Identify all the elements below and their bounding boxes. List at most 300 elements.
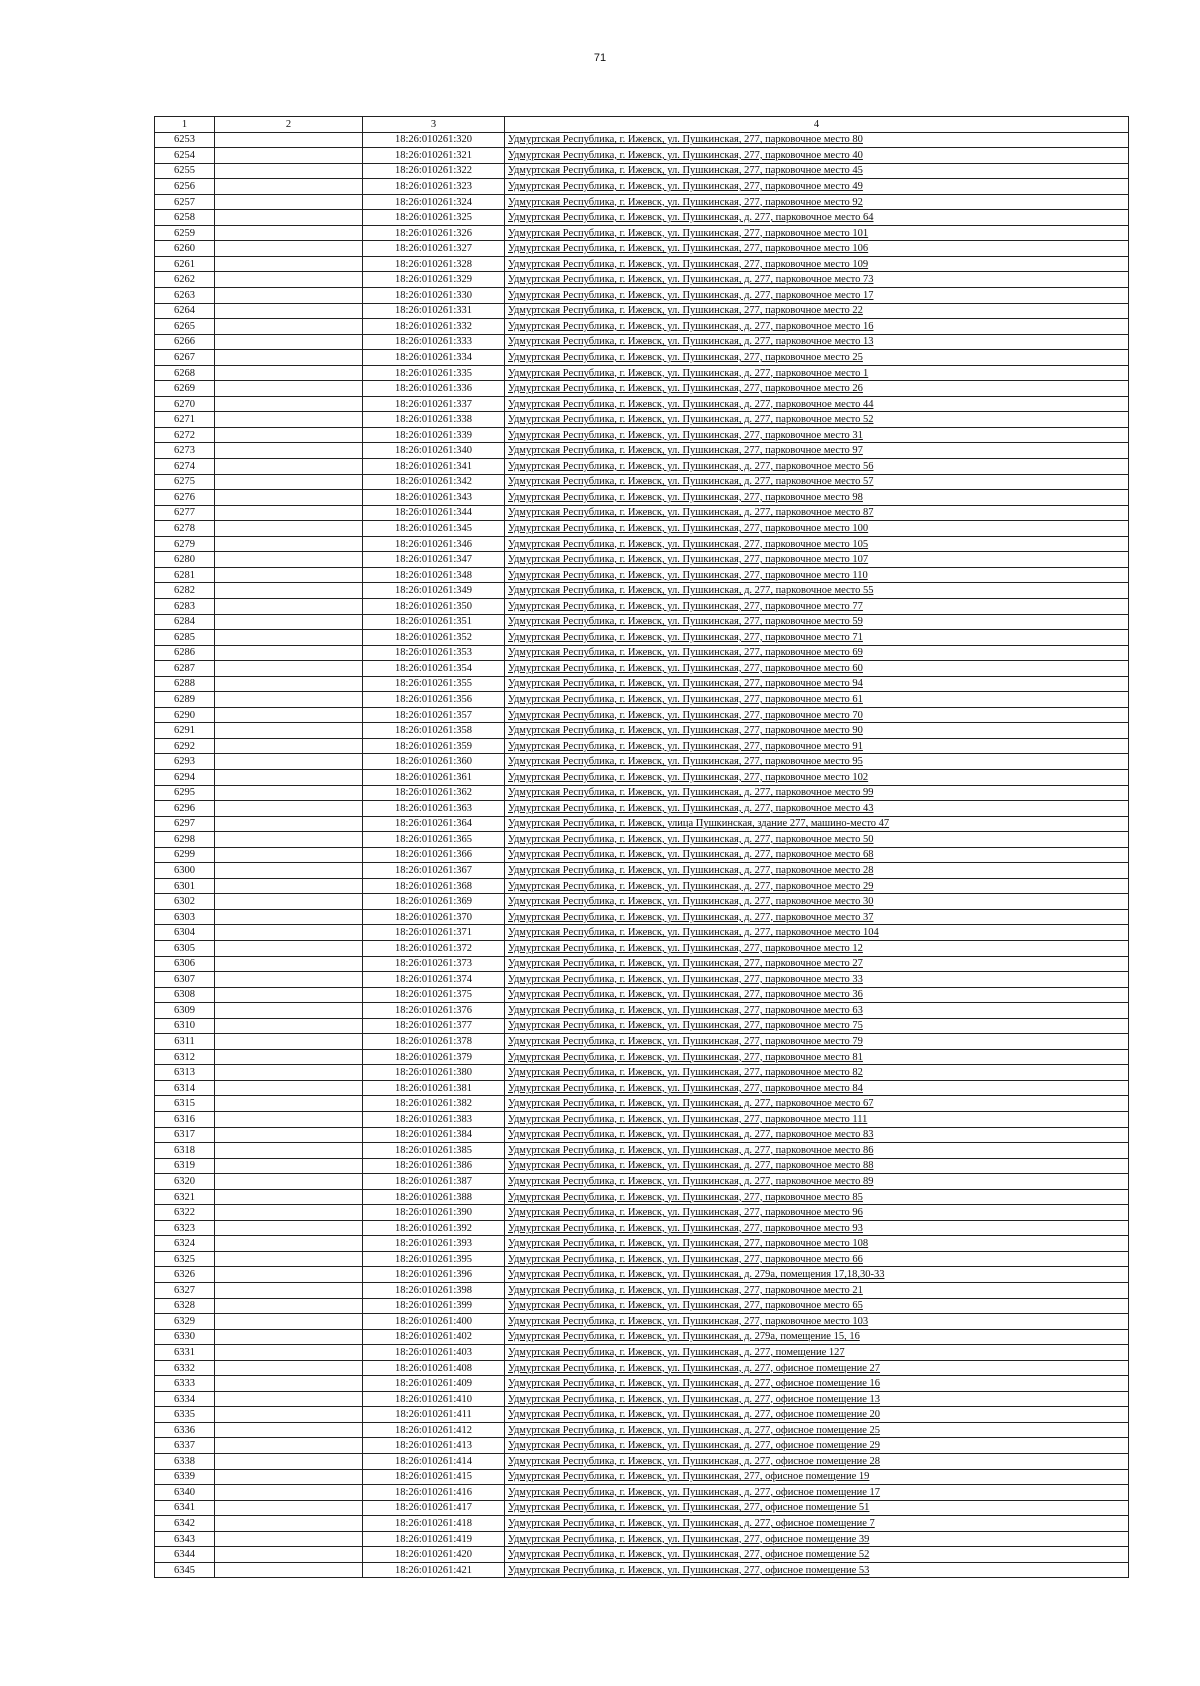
table-row: [155, 1562, 1129, 1578]
table-row: [155, 1345, 1129, 1361]
table-row: [155, 956, 1129, 972]
table-row: [155, 1391, 1129, 1407]
row-number-cell: 6338: [155, 1454, 215, 1470]
column-2-cell: [215, 256, 363, 272]
row-number-cell: 6339: [155, 1469, 215, 1485]
column-2-cell: [215, 194, 363, 210]
column-2-cell: [215, 334, 363, 350]
table-row: [155, 1205, 1129, 1221]
page-number: 71: [593, 52, 607, 64]
cadastral-number-cell: 18:26:010261:339: [363, 427, 505, 443]
column-2-cell: [215, 1003, 363, 1019]
address-cell: Удмуртская Республика, г. Ижевск, ул. Пушкинская, д. 277, парковочное место 43: [505, 801, 1129, 817]
cadastral-number-cell: 18:26:010261:328: [363, 256, 505, 272]
address-cell: Удмуртская Республика, г. Ижевск, ул. Пушкинская, 277, парковочное место 40: [505, 148, 1129, 164]
row-number-cell: 6309: [155, 1003, 215, 1019]
cadastral-number-cell: 18:26:010261:418: [363, 1516, 505, 1532]
cadastral-number-cell: 18:26:010261:420: [363, 1547, 505, 1563]
cadastral-number-cell: 18:26:010261:323: [363, 179, 505, 195]
cadastral-number-cell: 18:26:010261:326: [363, 225, 505, 241]
address-cell: Удмуртская Республика, г. Ижевск, ул. Пушкинская, 277, офисное помещение 51: [505, 1500, 1129, 1516]
column-2-cell: [215, 598, 363, 614]
row-number-cell: 6307: [155, 972, 215, 988]
cadastral-number-cell: 18:26:010261:414: [363, 1454, 505, 1470]
column-2-cell: [215, 1251, 363, 1267]
address-cell: Удмуртская Республика, г. Ижевск, ул. Пушкинская, 277, офисное помещение 39: [505, 1531, 1129, 1547]
row-number-cell: 6286: [155, 645, 215, 661]
row-number-cell: 6296: [155, 801, 215, 817]
row-number-cell: 6302: [155, 894, 215, 910]
column-2-cell: [215, 1469, 363, 1485]
table-row: [155, 1189, 1129, 1205]
column-2-cell: [215, 1158, 363, 1174]
column-2-cell: [215, 1174, 363, 1190]
row-number-cell: 6306: [155, 956, 215, 972]
column-2-cell: [215, 816, 363, 832]
column-2-cell: [215, 754, 363, 770]
column-2-cell: [215, 505, 363, 521]
table-row: [155, 1003, 1129, 1019]
row-number-cell: 6285: [155, 630, 215, 646]
address-cell: Удмуртская Республика, г. Ижевск, ул. Пушкинская, д. 277, парковочное место 104: [505, 925, 1129, 941]
table-row: [155, 661, 1129, 677]
table-row: [155, 598, 1129, 614]
table-row: [155, 1500, 1129, 1516]
table-row: [155, 256, 1129, 272]
column-2-cell: [215, 1236, 363, 1252]
column-2-cell: [215, 1065, 363, 1081]
address-cell: Удмуртская Республика, г. Ижевск, ул. Пушкинская, д. 277, офисное помещение 7: [505, 1516, 1129, 1532]
cadastral-number-cell: 18:26:010261:380: [363, 1065, 505, 1081]
column-2-cell: [215, 1143, 363, 1159]
column-2-cell: [215, 1314, 363, 1330]
row-number-cell: 6256: [155, 179, 215, 195]
row-number-cell: 6308: [155, 987, 215, 1003]
cadastral-number-cell: 18:26:010261:336: [363, 381, 505, 397]
table-row: [155, 1267, 1129, 1283]
table-row: [155, 816, 1129, 832]
cadastral-number-cell: 18:26:010261:331: [363, 303, 505, 319]
table-row: [155, 194, 1129, 210]
row-number-cell: 6300: [155, 863, 215, 879]
row-number-cell: 6312: [155, 1049, 215, 1065]
address-cell: Удмуртская Республика, г. Ижевск, ул. Пушкинская, д. 277, офисное помещение 28: [505, 1454, 1129, 1470]
cadastral-number-cell: 18:26:010261:373: [363, 956, 505, 972]
table-row: [155, 459, 1129, 475]
address-cell: Удмуртская Республика, г. Ижевск, ул. Пушкинская, 277, парковочное место 91: [505, 738, 1129, 754]
cadastral-number-cell: 18:26:010261:350: [363, 598, 505, 614]
address-cell: Удмуртская Республика, г. Ижевск, ул. Пушкинская, 277, парковочное место 22: [505, 303, 1129, 319]
cadastral-number-cell: 18:26:010261:377: [363, 1018, 505, 1034]
column-2-cell: [215, 1112, 363, 1128]
cadastral-number-cell: 18:26:010261:337: [363, 396, 505, 412]
cadastral-number-cell: 18:26:010261:351: [363, 614, 505, 630]
row-number-cell: 6311: [155, 1034, 215, 1050]
row-number-cell: 6262: [155, 272, 215, 288]
table-row: [155, 1531, 1129, 1547]
table-row: [155, 396, 1129, 412]
address-cell: Удмуртская Республика, г. Ижевск, ул. Пушкинская, 277, офисное помещение 19: [505, 1469, 1129, 1485]
cadastral-number-cell: 18:26:010261:358: [363, 723, 505, 739]
row-number-cell: 6281: [155, 567, 215, 583]
cadastral-number-cell: 18:26:010261:324: [363, 194, 505, 210]
table-row: [155, 474, 1129, 490]
table-row: [155, 210, 1129, 226]
column-2-cell: [215, 1220, 363, 1236]
address-cell: Удмуртская Республика, г. Ижевск, ул. Пушкинская, д. 277, парковочное место 83: [505, 1127, 1129, 1143]
row-number-cell: 6265: [155, 319, 215, 335]
cadastral-number-cell: 18:26:010261:374: [363, 972, 505, 988]
address-cell: Удмуртская Республика, г. Ижевск, ул. Пушкинская, д. 277, парковочное место 50: [505, 832, 1129, 848]
address-cell: Удмуртская Республика, г. Ижевск, ул. Пушкинская, 277, парковочное место 77: [505, 598, 1129, 614]
address-cell: Удмуртская Республика, г. Ижевск, ул. Пушкинская, 277, парковочное место 69: [505, 645, 1129, 661]
column-2-cell: [215, 1485, 363, 1501]
column-2-cell: [215, 241, 363, 257]
row-number-cell: 6269: [155, 381, 215, 397]
row-number-cell: 6324: [155, 1236, 215, 1252]
table-row: [155, 738, 1129, 754]
cadastral-number-cell: 18:26:010261:387: [363, 1174, 505, 1190]
row-number-cell: 6325: [155, 1251, 215, 1267]
row-number-cell: 6291: [155, 723, 215, 739]
cadastral-number-cell: 18:26:010261:415: [363, 1469, 505, 1485]
row-number-cell: 6276: [155, 490, 215, 506]
address-cell: Удмуртская Республика, г. Ижевск, ул. Пушкинская, д. 277, офисное помещение 25: [505, 1422, 1129, 1438]
column-2-cell: [215, 536, 363, 552]
table-row: [155, 1034, 1129, 1050]
row-number-cell: 6264: [155, 303, 215, 319]
column-2-cell: [215, 940, 363, 956]
address-cell: Удмуртская Республика, г. Ижевск, ул. Пушкинская, д. 277, парковочное место 68: [505, 847, 1129, 863]
address-cell: Удмуртская Республика, г. Ижевск, ул. Пушкинская, 277, парковочное место 25: [505, 350, 1129, 366]
address-cell: Удмуртская Республика, г. Ижевск, ул. Пушкинская, 277, парковочное место 33: [505, 972, 1129, 988]
column-2-cell: [215, 630, 363, 646]
column-2-cell: [215, 972, 363, 988]
column-2-cell: [215, 474, 363, 490]
row-number-cell: 6328: [155, 1298, 215, 1314]
cadastral-number-cell: 18:26:010261:378: [363, 1034, 505, 1050]
address-cell: Удмуртская Республика, г. Ижевск, ул. Пушкинская, 277, парковочное место 98: [505, 490, 1129, 506]
cadastral-number-cell: 18:26:010261:360: [363, 754, 505, 770]
column-2-cell: [215, 163, 363, 179]
row-number-cell: 6329: [155, 1314, 215, 1330]
column-2-cell: [215, 1422, 363, 1438]
table-row: [155, 536, 1129, 552]
cadastral-number-cell: 18:26:010261:390: [363, 1205, 505, 1221]
column-2-cell: [215, 396, 363, 412]
column-2-cell: [215, 878, 363, 894]
address-cell: Удмуртская Республика, г. Ижевск, ул. Пушкинская, д. 277, парковочное место 52: [505, 412, 1129, 428]
address-cell: Удмуртская Республика, г. Ижевск, ул. Пушкинская, д. 277, парковочное место 13: [505, 334, 1129, 350]
column-2-cell: [215, 847, 363, 863]
row-number-cell: 6310: [155, 1018, 215, 1034]
address-cell: Удмуртская Республика, г. Ижевск, ул. Пушкинская, 277, парковочное место 81: [505, 1049, 1129, 1065]
row-number-cell: 6343: [155, 1531, 215, 1547]
address-cell: Удмуртская Республика, г. Ижевск, ул. Пушкинская, д. 277, парковочное место 16: [505, 319, 1129, 335]
table-row: [155, 521, 1129, 537]
cadastral-number-cell: 18:26:010261:330: [363, 288, 505, 304]
column-2-cell: [215, 863, 363, 879]
cadastral-number-cell: 18:26:010261:372: [363, 940, 505, 956]
row-number-cell: 6345: [155, 1562, 215, 1578]
table-row: [155, 1049, 1129, 1065]
row-number-cell: 6284: [155, 614, 215, 630]
cadastral-number-cell: 18:26:010261:344: [363, 505, 505, 521]
table-row: [155, 723, 1129, 739]
address-cell: Удмуртская Республика, г. Ижевск, ул. Пушкинская, д. 277, парковочное место 17: [505, 288, 1129, 304]
address-cell: Удмуртская Республика, г. Ижевск, ул. Пушкинская, д. 277, парковочное место 73: [505, 272, 1129, 288]
table-row: [155, 1283, 1129, 1299]
address-cell: Удмуртская Республика, г. Ижевск, ул. Пушкинская, 277, парковочное место 103: [505, 1314, 1129, 1330]
table-row: [155, 490, 1129, 506]
table-row: [155, 163, 1129, 179]
row-number-cell: 6257: [155, 194, 215, 210]
table-row: [155, 1422, 1129, 1438]
column-2-cell: [215, 1329, 363, 1345]
table-row: [155, 1080, 1129, 1096]
table-row: [155, 412, 1129, 428]
column-2-cell: [215, 801, 363, 817]
address-cell: Удмуртская Республика, г. Ижевск, ул. Пушкинская, д. 277, офисное помещение 16: [505, 1376, 1129, 1392]
column-2-cell: [215, 319, 363, 335]
row-number-cell: 6280: [155, 552, 215, 568]
cadastral-number-cell: 18:26:010261:412: [363, 1422, 505, 1438]
column-2-cell: [215, 894, 363, 910]
column-2-cell: [215, 1407, 363, 1423]
address-cell: Удмуртская Республика, г. Ижевск, ул. Пушкинская, д. 277, парковочное место 86: [505, 1143, 1129, 1159]
cadastral-number-cell: 18:26:010261:342: [363, 474, 505, 490]
table-row: [155, 940, 1129, 956]
cadastral-number-cell: 18:26:010261:392: [363, 1220, 505, 1236]
cadastral-number-cell: 18:26:010261:352: [363, 630, 505, 646]
table-row: [155, 614, 1129, 630]
address-cell: Удмуртская Республика, г. Ижевск, ул. Пушкинская, д. 277, офисное помещение 27: [505, 1360, 1129, 1376]
table-header-row: [155, 117, 1129, 133]
table-row: [155, 1376, 1129, 1392]
column-2-cell: [215, 1080, 363, 1096]
cadastral-number-cell: 18:26:010261:321: [363, 148, 505, 164]
address-cell: Удмуртская Республика, г. Ижевск, ул. Пушкинская, 277, парковочное место 60: [505, 661, 1129, 677]
address-cell: Удмуртская Республика, г. Ижевск, ул. Пушкинская, д. 277, парковочное место 67: [505, 1096, 1129, 1112]
cadastral-number-cell: 18:26:010261:365: [363, 832, 505, 848]
address-cell: Удмуртская Республика, г. Ижевск, ул. Пушкинская, 277, парковочное место 66: [505, 1251, 1129, 1267]
cadastral-number-cell: 18:26:010261:410: [363, 1391, 505, 1407]
table-row: [155, 863, 1129, 879]
column-2-cell: [215, 785, 363, 801]
column-2-cell: [215, 1438, 363, 1454]
column-2-cell: [215, 1127, 363, 1143]
table-row: [155, 1158, 1129, 1174]
cadastral-number-cell: 18:26:010261:332: [363, 319, 505, 335]
row-number-cell: 6266: [155, 334, 215, 350]
row-number-cell: 6258: [155, 210, 215, 226]
cadastral-number-cell: 18:26:010261:371: [363, 925, 505, 941]
table-row: [155, 225, 1129, 241]
table-row: [155, 319, 1129, 335]
table-row: [155, 1065, 1129, 1081]
column-2-cell: [215, 179, 363, 195]
address-cell: Удмуртская Республика, г. Ижевск, ул. Пушкинская, 277, парковочное место 105: [505, 536, 1129, 552]
address-cell: Удмуртская Республика, г. Ижевск, ул. Пушкинская, д. 277, парковочное место 1: [505, 365, 1129, 381]
address-cell: Удмуртская Республика, г. Ижевск, улица Пушкинская, здание 277, машино-место 47: [505, 816, 1129, 832]
table-row: [155, 785, 1129, 801]
cadastral-number-cell: 18:26:010261:333: [363, 334, 505, 350]
row-number-cell: 6295: [155, 785, 215, 801]
column-2-cell: [215, 692, 363, 708]
cadastral-number-cell: 18:26:010261:413: [363, 1438, 505, 1454]
column-2-cell: [215, 1547, 363, 1563]
column-2-cell: [215, 210, 363, 226]
address-cell: Удмуртская Республика, г. Ижевск, ул. Пушкинская, 277, парковочное место 63: [505, 1003, 1129, 1019]
row-number-cell: 6317: [155, 1127, 215, 1143]
table-row: [155, 365, 1129, 381]
table-row: [155, 1516, 1129, 1532]
column-2-cell: [215, 583, 363, 599]
row-number-cell: 6255: [155, 163, 215, 179]
cadastral-number-cell: 18:26:010261:400: [363, 1314, 505, 1330]
column-2-cell: [215, 1096, 363, 1112]
cadastral-number-cell: 18:26:010261:409: [363, 1376, 505, 1392]
address-cell: Удмуртская Республика, г. Ижевск, ул. Пушкинская, 277, парковочное место 110: [505, 567, 1129, 583]
row-number-cell: 6316: [155, 1112, 215, 1128]
address-cell: Удмуртская Республика, г. Ижевск, ул. Пушкинская, д. 277, офисное помещение 17: [505, 1485, 1129, 1501]
row-number-cell: 6289: [155, 692, 215, 708]
column-2-cell: [215, 567, 363, 583]
row-number-cell: 6275: [155, 474, 215, 490]
column-2-cell: [215, 956, 363, 972]
table-row: [155, 552, 1129, 568]
address-cell: Удмуртская Республика, г. Ижевск, ул. Пушкинская, 277, парковочное место 111: [505, 1112, 1129, 1128]
column-2-cell: [215, 738, 363, 754]
column-2-cell: [215, 645, 363, 661]
row-number-cell: 6288: [155, 676, 215, 692]
cadastral-number-cell: 18:26:010261:356: [363, 692, 505, 708]
column-header-3: 3: [363, 117, 505, 133]
cadastral-number-cell: 18:26:010261:361: [363, 769, 505, 785]
column-2-cell: [215, 925, 363, 941]
address-cell: Удмуртская Республика, г. Ижевск, ул. Пушкинская, д. 277, парковочное место 30: [505, 894, 1129, 910]
column-2-cell: [215, 1345, 363, 1361]
row-number-cell: 6327: [155, 1283, 215, 1299]
table-row: [155, 754, 1129, 770]
column-2-cell: [215, 1454, 363, 1470]
column-2-cell: [215, 661, 363, 677]
table-row: [155, 132, 1129, 148]
table-row: [155, 1469, 1129, 1485]
address-cell: Удмуртская Республика, г. Ижевск, ул. Пушкинская, д. 279а, помещения 17,18,30-33: [505, 1267, 1129, 1283]
table-row: [155, 288, 1129, 304]
row-number-cell: 6305: [155, 940, 215, 956]
row-number-cell: 6298: [155, 832, 215, 848]
table-row: [155, 334, 1129, 350]
cadastral-number-cell: 18:26:010261:417: [363, 1500, 505, 1516]
row-number-cell: 6268: [155, 365, 215, 381]
address-cell: Удмуртская Республика, г. Ижевск, ул. Пушкинская, 277, парковочное место 45: [505, 163, 1129, 179]
table-row: [155, 1018, 1129, 1034]
row-number-cell: 6341: [155, 1500, 215, 1516]
address-cell: Удмуртская Республика, г. Ижевск, ул. Пушкинская, д. 277, парковочное место 57: [505, 474, 1129, 490]
column-2-cell: [215, 272, 363, 288]
cadastral-number-cell: 18:26:010261:338: [363, 412, 505, 428]
table-row: [155, 847, 1129, 863]
table-row: [155, 909, 1129, 925]
address-cell: Удмуртская Республика, г. Ижевск, ул. Пушкинская, 277, парковочное место 12: [505, 940, 1129, 956]
address-cell: Удмуртская Республика, г. Ижевск, ул. Пушкинская, 277, парковочное место 21: [505, 1283, 1129, 1299]
address-cell: Удмуртская Республика, г. Ижевск, ул. Пушкинская, 277, парковочное место 101: [505, 225, 1129, 241]
row-number-cell: 6287: [155, 661, 215, 677]
column-2-cell: [215, 1283, 363, 1299]
cadastral-number-cell: 18:26:010261:357: [363, 707, 505, 723]
table-row: [155, 1360, 1129, 1376]
table-row: [155, 676, 1129, 692]
table-row: [155, 1454, 1129, 1470]
cadastral-number-cell: 18:26:010261:370: [363, 909, 505, 925]
cadastral-number-cell: 18:26:010261:353: [363, 645, 505, 661]
table-row: [155, 1236, 1129, 1252]
cadastral-number-cell: 18:26:010261:347: [363, 552, 505, 568]
address-cell: Удмуртская Республика, г. Ижевск, ул. Пушкинская, 277, парковочное место 65: [505, 1298, 1129, 1314]
address-cell: Удмуртская Республика, г. Ижевск, ул. Пушкинская, 277, парковочное место 109: [505, 256, 1129, 272]
cadastral-number-cell: 18:26:010261:388: [363, 1189, 505, 1205]
address-cell: Удмуртская Республика, г. Ижевск, ул. Пушкинская, 277, парковочное место 75: [505, 1018, 1129, 1034]
column-2-cell: [215, 1376, 363, 1392]
row-number-cell: 6342: [155, 1516, 215, 1532]
cadastral-number-cell: 18:26:010261:366: [363, 847, 505, 863]
row-number-cell: 6314: [155, 1080, 215, 1096]
address-cell: Удмуртская Республика, г. Ижевск, ул. Пушкинская, д. 277, парковочное место 55: [505, 583, 1129, 599]
cadastral-number-cell: 18:26:010261:368: [363, 878, 505, 894]
table-row: [155, 925, 1129, 941]
row-number-cell: 6267: [155, 350, 215, 366]
row-number-cell: 6326: [155, 1267, 215, 1283]
address-cell: Удмуртская Республика, г. Ижевск, ул. Пушкинская, д. 277, помещение 127: [505, 1345, 1129, 1361]
address-cell: Удмуртская Республика, г. Ижевск, ул. Пушкинская, д. 277, офисное помещение 20: [505, 1407, 1129, 1423]
row-number-cell: 6253: [155, 132, 215, 148]
table-row: [155, 630, 1129, 646]
column-2-cell: [215, 723, 363, 739]
row-number-cell: 6301: [155, 878, 215, 894]
address-cell: Удмуртская Республика, г. Ижевск, ул. Пушкинская, д. 277, парковочное место 99: [505, 785, 1129, 801]
address-cell: Удмуртская Республика, г. Ижевск, ул. Пушкинская, 277, офисное помещение 53: [505, 1562, 1129, 1578]
address-cell: Удмуртская Республика, г. Ижевск, ул. Пушкинская, д. 277, парковочное место 37: [505, 909, 1129, 925]
table-row: [155, 1298, 1129, 1314]
row-number-cell: 6292: [155, 738, 215, 754]
table-row: [155, 987, 1129, 1003]
address-cell: Удмуртская Республика, г. Ижевск, ул. Пушкинская, 277, парковочное место 107: [505, 552, 1129, 568]
column-2-cell: [215, 676, 363, 692]
cadastral-number-cell: 18:26:010261:346: [363, 536, 505, 552]
column-2-cell: [215, 1034, 363, 1050]
column-2-cell: [215, 1500, 363, 1516]
column-2-cell: [215, 148, 363, 164]
cadastral-number-cell: 18:26:010261:343: [363, 490, 505, 506]
address-cell: Удмуртская Республика, г. Ижевск, ул. Пушкинская, д. 279а, помещение 15, 16: [505, 1329, 1129, 1345]
table-row: [155, 443, 1129, 459]
row-number-cell: 6330: [155, 1329, 215, 1345]
column-2-cell: [215, 769, 363, 785]
column-2-cell: [215, 1298, 363, 1314]
address-cell: Удмуртская Республика, г. Ижевск, ул. Пушкинская, 277, парковочное место 49: [505, 179, 1129, 195]
table-row: [155, 692, 1129, 708]
address-cell: Удмуртская Республика, г. Ижевск, ул. Пушкинская, 277, парковочное место 82: [505, 1065, 1129, 1081]
table-row: [155, 1547, 1129, 1563]
column-header-2: 2: [215, 117, 363, 133]
row-number-cell: 6332: [155, 1360, 215, 1376]
address-cell: Удмуртская Республика, г. Ижевск, ул. Пушкинская, 277, парковочное место 102: [505, 769, 1129, 785]
row-number-cell: 6336: [155, 1422, 215, 1438]
table-row: [155, 1485, 1129, 1501]
column-2-cell: [215, 459, 363, 475]
